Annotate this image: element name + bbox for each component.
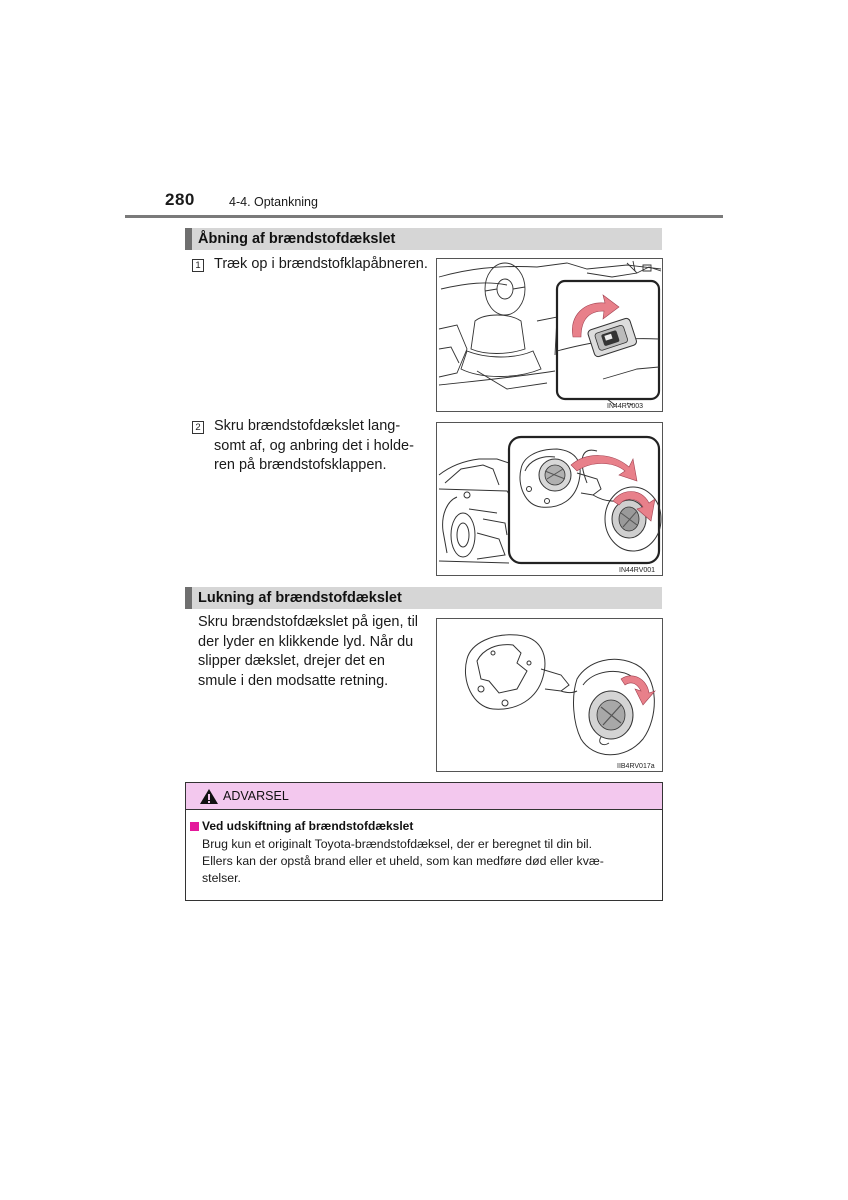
step-2-text-line: ren på brændstofsklappen. bbox=[214, 457, 387, 473]
header-rule bbox=[125, 215, 723, 218]
section-heading-closing-text: Lukning af brændstofdækslet bbox=[198, 590, 402, 606]
section-heading-opening-text: Åbning af brændstofdækslet bbox=[198, 231, 396, 247]
closing-text-line: smule i den modsatte retning. bbox=[198, 672, 389, 689]
figure-3-code: IIB4RV017a bbox=[617, 763, 655, 770]
step-2-text-line: somt af, og anbring det i holde- bbox=[214, 437, 414, 454]
warning-subtitle: Ved udskiftning af brændstofdækslet bbox=[202, 819, 414, 833]
step-number-1: 1 bbox=[192, 259, 204, 272]
closing-text-line: Skru brændstofdækslet på igen, til bbox=[198, 614, 419, 630]
warning-bullet bbox=[190, 822, 199, 831]
step-2-text bbox=[214, 417, 423, 476]
closing-text-line: slipper dækslet, drejer det en bbox=[198, 653, 385, 669]
chapter-title: 4-4. Optankning bbox=[229, 195, 318, 209]
figure-2-code: IN44RV001 bbox=[619, 567, 656, 574]
step-2-text-line: Skru brændstofdækslet lang- bbox=[214, 418, 401, 434]
fuel-cap-removal-illustration bbox=[437, 423, 662, 575]
warning-text-line: Brug kun et originalt Toyota-brændstofdæksel, der er beregnet til din bil. bbox=[202, 837, 593, 851]
warning-header bbox=[186, 783, 662, 810]
fuel-cap-tighten-illustration bbox=[437, 619, 662, 771]
figure-fuel-cap-tighten bbox=[436, 618, 663, 772]
section-heading-opening bbox=[185, 228, 662, 250]
warning-box bbox=[185, 782, 663, 901]
figure-fuel-cap-remove bbox=[436, 422, 663, 576]
section-heading-closing bbox=[185, 587, 662, 609]
figure-1-code: IN44RV003 bbox=[607, 403, 644, 410]
closing-text-line: der lyder en klikkende lyd. Når du bbox=[198, 633, 414, 650]
warning-text-line: stelser. bbox=[202, 871, 241, 885]
warning-title: ADVARSEL bbox=[223, 789, 289, 803]
closing-text bbox=[198, 613, 424, 691]
warning-triangle-icon bbox=[199, 788, 219, 805]
fuel-opener-illustration bbox=[437, 259, 662, 411]
warning-text bbox=[202, 836, 654, 887]
step-1-text: Træk op i brændstofklapåbneren. bbox=[214, 256, 428, 272]
figure-fuel-opener bbox=[436, 258, 663, 412]
page-number: 280 bbox=[165, 190, 195, 209]
warning-text-line: Ellers kan der opstå brand eller et uheld, som kan medføre død eller kvæ- bbox=[202, 854, 604, 868]
step-number-2: 2 bbox=[192, 421, 204, 434]
